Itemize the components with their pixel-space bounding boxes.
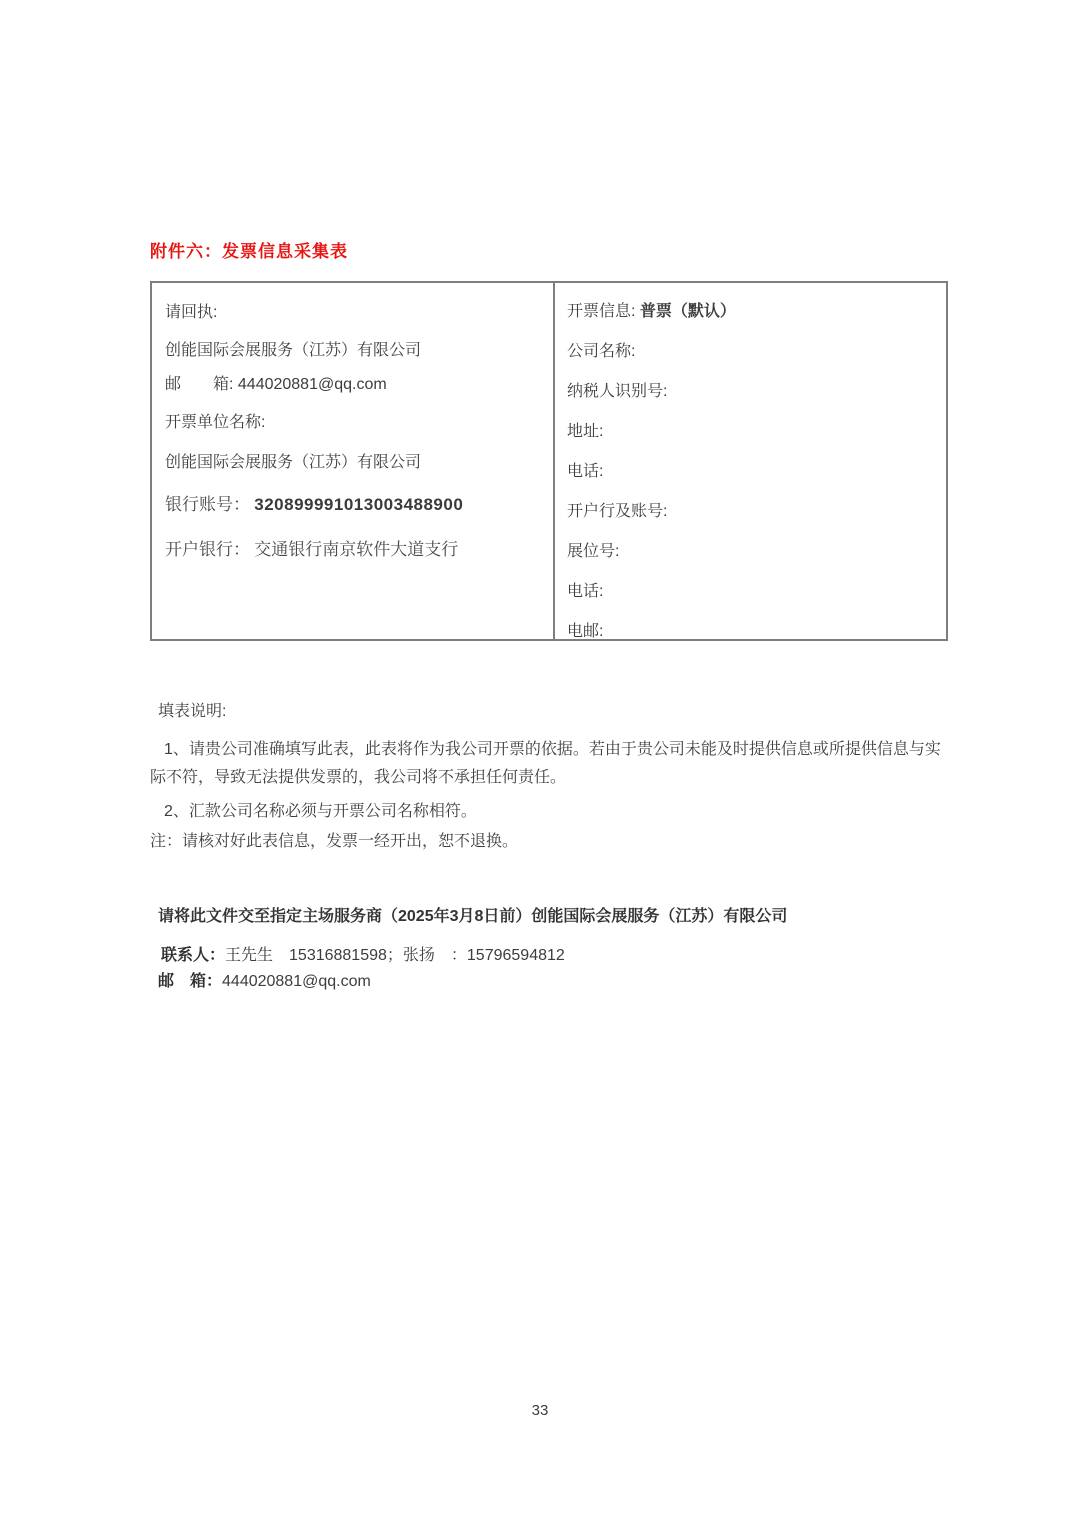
field-email: 电邮:: [567, 623, 604, 639]
table-right-cell: [555, 283, 946, 639]
footer-email-line: [158, 968, 371, 991]
contact-label: 联系人：: [161, 947, 226, 964]
contact-value: 王先生 15316881598；张扬 ：15796594812: [225, 947, 565, 964]
bank-account-label: 银行账号：: [165, 495, 255, 514]
footer-email-label: 邮 箱：: [158, 973, 223, 990]
field-phone: 电话:: [567, 463, 604, 480]
table-left-cell: [152, 283, 555, 639]
notes-heading: 填表说明:: [158, 703, 227, 720]
note-item-2: 2、汇款公司名称必须与开票公司名称相符。: [164, 803, 477, 820]
invoice-info-table: [150, 281, 948, 641]
invoice-unit-name: 创能国际会展服务（江苏）有限公司: [165, 454, 422, 471]
field-phone-2: 电话:: [567, 583, 604, 600]
field-address: 地址:: [567, 423, 604, 440]
bank-account-line: [165, 493, 543, 517]
field-taxpayer-id: 纳税人识别号:: [567, 383, 668, 400]
note-item-1: 1、请贵公司准确填写此表，此表将作为我公司开票的依据。若由于贵公司未能及时提供信息或所提供信息与实际不符，导致无法提供发票的，我公司将不承担任何责任。: [150, 741, 941, 786]
form-notes: [150, 700, 944, 856]
note-caution: 注：请核对好此表信息，发票一经开出，恕不退换。: [150, 833, 519, 850]
invoice-type-line: [567, 300, 936, 324]
invoice-type-label: 开票信息:: [567, 303, 640, 320]
return-email-line: 邮 箱: 444020881@qq.com: [165, 376, 387, 393]
bank-name-label: 开户银行：: [165, 540, 255, 559]
field-company-name: 公司名称:: [567, 343, 636, 360]
page-number: 33: [531, 1402, 549, 1419]
invoice-type-value: 普票（默认）: [639, 303, 736, 320]
reply-label: 请回执:: [165, 304, 218, 321]
contact-line: [161, 942, 565, 965]
bank-account-number: 320899991013003488900: [254, 495, 464, 514]
invoice-unit-label: 开票单位名称:: [165, 414, 266, 431]
bank-name-value: 交通银行南京软件大道支行: [254, 540, 459, 559]
field-booth-number: 展位号:: [567, 543, 620, 560]
deliver-instruction: 请将此文件交至指定主场服务商（2025年3月8日前）创能国际会展服务（江苏）有限公司: [158, 908, 788, 925]
footer-email-value: 444020881@qq.com: [222, 973, 371, 990]
field-bank-and-account: 开户行及账号:: [567, 503, 668, 520]
bank-name-line: [165, 538, 543, 562]
service-company-name: 创能国际会展服务（江苏）有限公司: [165, 342, 422, 359]
page-title: 附件六：发票信息采集表: [150, 242, 348, 261]
